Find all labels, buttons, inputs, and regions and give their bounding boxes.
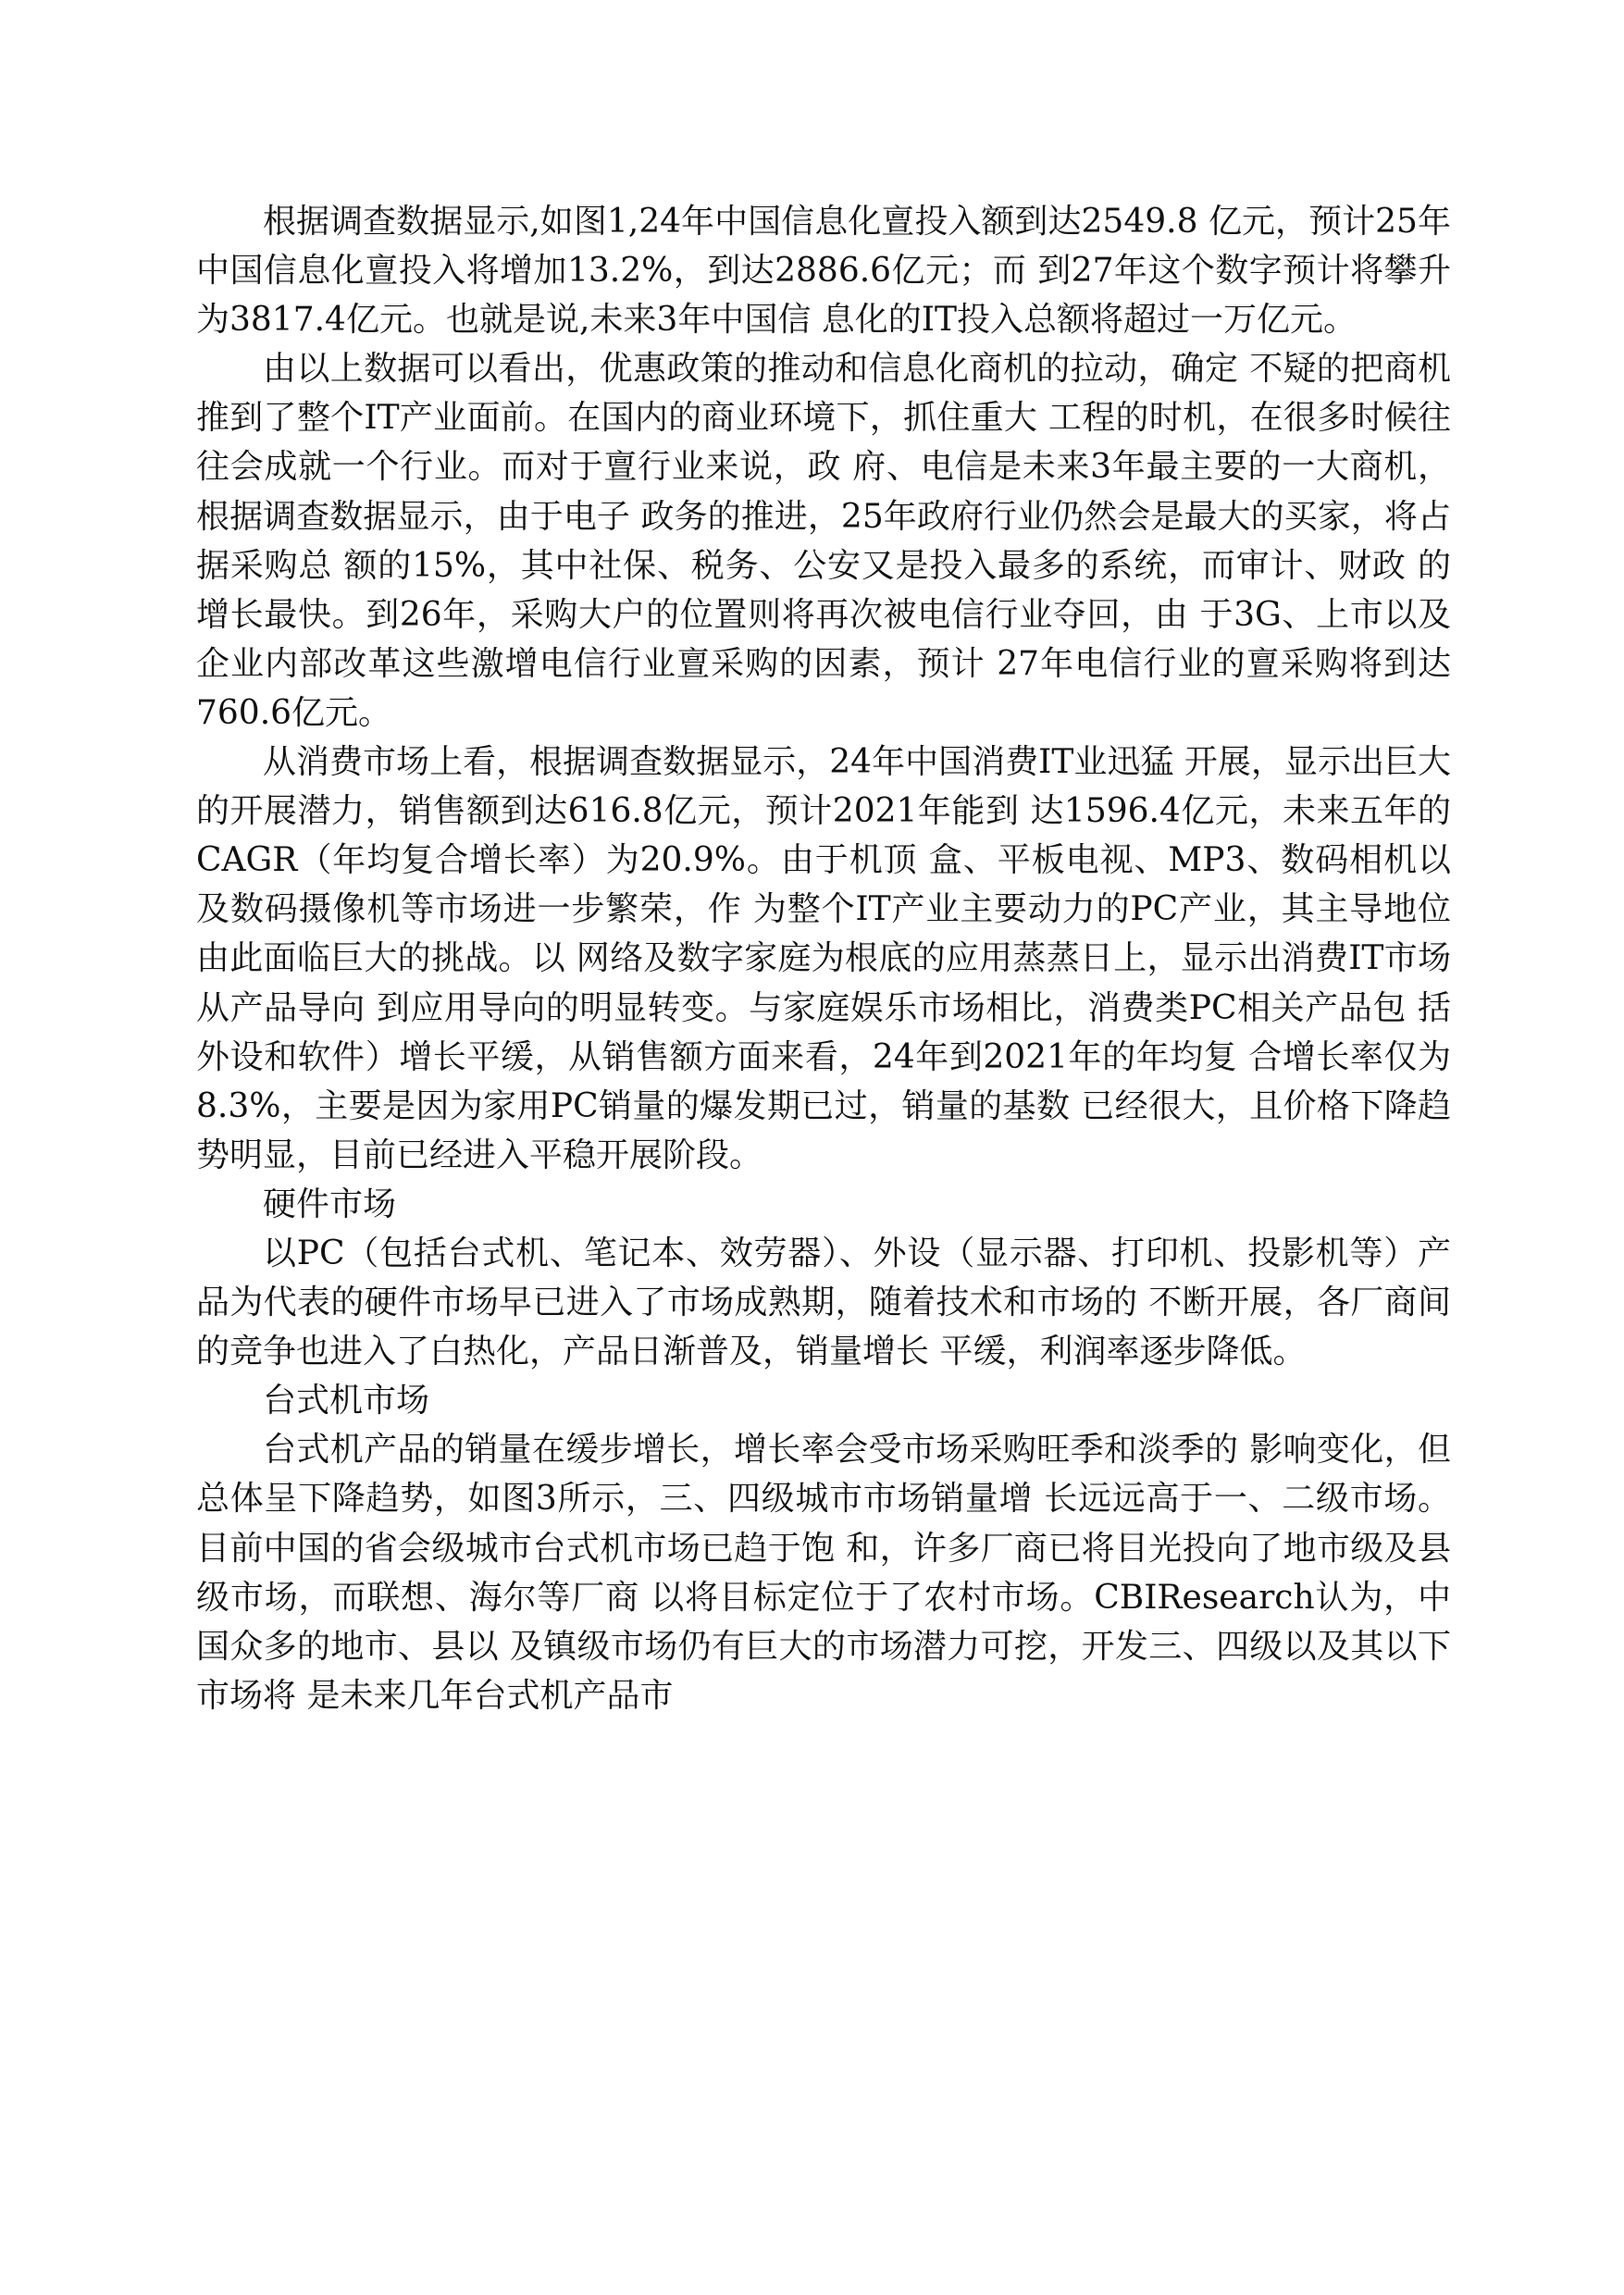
heading-desktop-market: 台式机市场: [263, 1382, 430, 1420]
paragraph-desktop-market: 台式机产品的销量在缓步增长，增长率会受市场采购旺季和淡季的 影响变化，但总体呈下降趋势，如图3所示，三、四级城市市场销量增 长远远高于一、二级市场。目前中国的省会级城市台式机市场已趋于饱 和，许多厂商已将目光投向了地市级及县级市场，而联想、海尔等厂商 以将目标定位于了农村市场。CBIResearch认为，中国众多的地市、县以 及镇级市场仍有巨大的市场潜力可挖，开发三、四级以及其以下市场将 是未来几年台式机产品市: [196, 1431, 1451, 1715]
paragraph-policy-opportunity: 由以上数据可以看出，优惠政策的推动和信息化商机的拉动，确定 不疑的把商机推到了整个IT产业面前。在国内的商业环境下，抓住重大 工程的时机，在很多时候往往会成就一个行业。而对于亶行业来说，政 府、电信是未来3年最主要的一大商机，根据调查数据显示，由于电子 政务的推进，25年政府行业仍然会是最大的买家，将占据采购总 额的15%，其中社保、税务、公安又是投入最多的系统，而审计、财政 的增长最快。到26年，采购大户的位置则将再次被电信行业夺回，由 于3G、上市以及企业内部改革这些激增电信行业亶采购的因素，预计 27年电信行业的亶采购将到达760.6亿元。: [196, 350, 1451, 732]
paragraph-it-investment: 根据调查数据显示,如图1,24年中国信息化亶投入额到达2549.8 亿元，预计25年中国信息化亶投入将增加13.2%，到达2886.6亿元；而 到27年这个数字预计将攀升为3817.4亿元。也就是说,未来3年中国信 息化的IT投入总额将超过一万亿元。: [196, 203, 1451, 340]
paragraph-hardware-market: 以PC（包括台式机、笔记本、效劳器）、外设（显示器、打印机、投影机等）产品为代表的硬件市场早已进入了市场成熟期，随着技术和市场的 不断开展，各厂商间的竞争也进入了白热化，产品日渐普及，销量增长 平缓，利润率逐步降低。: [196, 1234, 1451, 1371]
paragraph-consumer-market: 从消费市场上看，根据调查数据显示，24年中国消费IT业迅猛 开展，显示出巨大的开展潜力，销售额到达616.8亿元，预计2021年能到 达1596.4亿元，未来五年的CAGR（年均复合增长率）为20.9%。由于机顶 盒、平板电视、MP3、数码相机以及数码摄像机等市场进一步繁荣，作 为整个IT产业主要动力的PC产业，其主导地位由此面临巨大的挑战。以 网络及数字家庭为根底的应用蒸蒸日上，显示出消费IT市场从产品导向 到应用导向的明显转变。与家庭娱乐市场相比，消费类PC相关产品包 括外设和软件）增长平缓，从销售额方面来看，24年到2021年的年均复 合增长率仅为8.3%，主要是因为家用PC销量的爆发期已过，销量的基数 已经很大，且价格下降趋势明显，目前已经进入平稳开展阶段。: [196, 743, 1451, 1174]
heading-hardware-market: 硬件市场: [263, 1185, 397, 1223]
document-body: [196, 197, 1451, 1720]
